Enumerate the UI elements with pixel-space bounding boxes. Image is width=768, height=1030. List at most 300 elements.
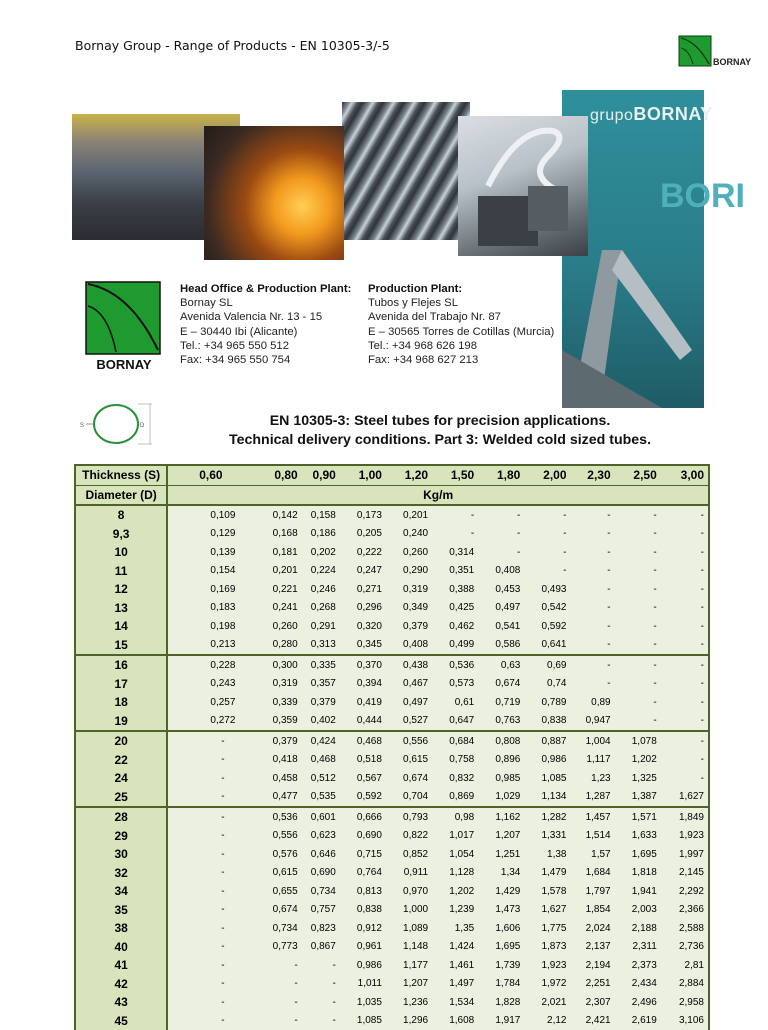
weight-cell: 0,823 [302, 919, 340, 938]
weight-cell: 1,017 [432, 827, 478, 846]
weight-cell: 0,789 [524, 693, 570, 712]
weight-cell: 0,260 [386, 543, 432, 562]
weight-cell: 0,887 [524, 731, 570, 751]
weight-cell: 1,162 [478, 807, 524, 827]
diameter-cell: 9,3 [75, 525, 167, 544]
weight-cell: 0,221 [254, 580, 302, 599]
weight-cell: 1,177 [386, 956, 432, 975]
table-row [75, 751, 709, 770]
weight-cell: 1,296 [386, 1012, 432, 1030]
weight-cell: - [167, 769, 253, 788]
weight-cell: 0,838 [340, 901, 386, 920]
weight-cell: 0,201 [254, 562, 302, 581]
weight-cell: 0,497 [478, 599, 524, 618]
weight-cell: 2,145 [661, 864, 709, 883]
weight-cell: 0,202 [302, 543, 340, 562]
weight-cell: 0,109 [167, 505, 253, 525]
weight-cell: 0,764 [340, 864, 386, 883]
weight-cell: 1,923 [524, 956, 570, 975]
svg-text:BORNAY: BORNAY [96, 357, 151, 372]
production-plant-address: Production Plant: Tubos y Flejes SL Avenida del Trabajo Nr. 87 E – 30565 Torres de Cotillas (Murcia) Tel.: +34 968 626 198 Fax: +34 968 627 213 [368, 282, 554, 367]
weight-cell: 0,567 [340, 769, 386, 788]
weight-cell: 0,280 [254, 636, 302, 656]
weight-cell: - [615, 543, 661, 562]
weight-cell: 3,106 [661, 1012, 709, 1030]
weight-cell: 0,869 [432, 788, 478, 808]
weight-cell: 1,251 [478, 845, 524, 864]
weight-cell: 0,154 [167, 562, 253, 581]
diameter-cell: 14 [75, 617, 167, 636]
weight-cell: 0,666 [340, 807, 386, 827]
weight-cell: 1,287 [571, 788, 615, 808]
weight-cell: 0,556 [386, 731, 432, 751]
weight-cell: 1,424 [432, 938, 478, 957]
weight-cell: 0,183 [167, 599, 253, 618]
diameter-cell: 35 [75, 901, 167, 920]
weight-cell: - [167, 731, 253, 751]
table-row [75, 655, 709, 675]
tube-cross-section-icon [78, 400, 158, 448]
weight-cell: 0,319 [254, 675, 302, 694]
diameter-cell: 40 [75, 938, 167, 957]
diameter-cell: 42 [75, 975, 167, 994]
weight-cell: - [661, 562, 709, 581]
weight-cell: - [167, 1012, 253, 1030]
weight-cell: 0,271 [340, 580, 386, 599]
weight-cell: 0,272 [167, 712, 253, 732]
weight-cell: 0,734 [254, 919, 302, 938]
weight-cell: - [661, 675, 709, 694]
weight-cell: 1,202 [432, 882, 478, 901]
weight-cell: 0,758 [432, 751, 478, 770]
diameter-cell: 24 [75, 769, 167, 788]
weight-cell: - [302, 975, 340, 994]
weight-cell: 0,181 [254, 543, 302, 562]
weight-cell: 1,627 [524, 901, 570, 920]
weight-cell: 0,808 [478, 731, 524, 751]
weight-cell: - [167, 827, 253, 846]
diameter-cell: 30 [75, 845, 167, 864]
weight-cell: 1,571 [615, 807, 661, 827]
table-row [75, 693, 709, 712]
weight-cell: 0,339 [254, 693, 302, 712]
weight-cell: 1,775 [524, 919, 570, 938]
weight-cell: 2,024 [571, 919, 615, 938]
weight-cell: - [661, 693, 709, 712]
weight-cell: 0,335 [302, 655, 340, 675]
table-row [75, 788, 709, 808]
weight-cell: - [571, 599, 615, 618]
weight-cell: 0,89 [571, 693, 615, 712]
weight-cell: 0,867 [302, 938, 340, 957]
table-row [75, 636, 709, 656]
grupo-bornay-label: grupoBORNAY [590, 104, 713, 125]
diameter-cell: 28 [75, 807, 167, 827]
weight-cell: 0,493 [524, 580, 570, 599]
weight-cell: 0,408 [478, 562, 524, 581]
weight-cell: 0,268 [302, 599, 340, 618]
weight-cell: 0,592 [340, 788, 386, 808]
weight-cell: 0,793 [386, 807, 432, 827]
weight-cell: - [661, 599, 709, 618]
table-row [75, 1012, 709, 1030]
weight-cell: - [167, 882, 253, 901]
weight-table [74, 464, 710, 1030]
weight-cell: 1,207 [478, 827, 524, 846]
weight-cell: 0,388 [432, 580, 478, 599]
weight-cell: - [615, 617, 661, 636]
weight-cell: 1,849 [661, 807, 709, 827]
weight-cell: 0,468 [340, 731, 386, 751]
weight-cell: 0,351 [432, 562, 478, 581]
weight-cell: 1,134 [524, 788, 570, 808]
weight-cell: 1,479 [524, 864, 570, 883]
weight-cell: 0,213 [167, 636, 253, 656]
diameter-cell: 22 [75, 751, 167, 770]
weight-cell: - [615, 562, 661, 581]
weight-cell: - [167, 807, 253, 827]
weight-cell: 0,541 [478, 617, 524, 636]
weight-cell: 1,818 [615, 864, 661, 883]
diameter-cell: 25 [75, 788, 167, 808]
weight-cell: - [571, 636, 615, 656]
weight-cell: 0,773 [254, 938, 302, 957]
diameter-cell: 43 [75, 993, 167, 1012]
weight-cell: 0,497 [386, 693, 432, 712]
weight-cell: 0,453 [478, 580, 524, 599]
weight-cell: 1,797 [571, 882, 615, 901]
diameter-cell: 12 [75, 580, 167, 599]
weight-cell: 0,838 [524, 712, 570, 732]
weight-cell: 2,496 [615, 993, 661, 1012]
weight-cell: 0,719 [478, 693, 524, 712]
weight-cell: 1,57 [571, 845, 615, 864]
weight-cell: 1,085 [524, 769, 570, 788]
weight-cell: 0,142 [254, 505, 302, 525]
weight-cell: 0,674 [478, 675, 524, 694]
weight-cell: 2,137 [571, 938, 615, 957]
weight-cell: 0,224 [302, 562, 340, 581]
weight-cell: 2,421 [571, 1012, 615, 1030]
table-row [75, 993, 709, 1012]
weight-cell: 1,325 [615, 769, 661, 788]
weight-cell: 0,240 [386, 525, 432, 544]
diameter-cell: 41 [75, 956, 167, 975]
weight-cell: 0,291 [302, 617, 340, 636]
table-row [75, 525, 709, 544]
weight-cell: 1,997 [661, 845, 709, 864]
weight-cell: 1,473 [478, 901, 524, 920]
weight-cell: - [661, 655, 709, 675]
weight-cell: 0,186 [302, 525, 340, 544]
weight-cell: 0,674 [254, 901, 302, 920]
weight-cell: 1,917 [478, 1012, 524, 1030]
weight-cell: 2,188 [615, 919, 661, 938]
weight-cell: - [167, 975, 253, 994]
weight-cell: - [661, 751, 709, 770]
weight-cell: 0,158 [302, 505, 340, 525]
weight-cell: - [661, 636, 709, 656]
weight-cell: - [167, 788, 253, 808]
weight-cell: 1,695 [615, 845, 661, 864]
diameter-cell: 10 [75, 543, 167, 562]
diameter-cell: 17 [75, 675, 167, 694]
weight-cell: 0,576 [254, 845, 302, 864]
weight-cell: - [432, 505, 478, 525]
weight-cell: 0,757 [302, 901, 340, 920]
weight-cell: 0,198 [167, 617, 253, 636]
weight-cell: 1,534 [432, 993, 478, 1012]
weight-cell: 0,536 [254, 807, 302, 827]
weight-cell: 0,241 [254, 599, 302, 618]
unit-header: Kg/m [167, 485, 709, 505]
weight-cell: - [571, 525, 615, 544]
weight-cell: - [571, 505, 615, 525]
diameter-cell: 18 [75, 693, 167, 712]
weight-cell: - [524, 562, 570, 581]
weight-cell: 2,736 [661, 938, 709, 957]
weight-cell: 1,089 [386, 919, 432, 938]
weight-cell: 0,690 [302, 864, 340, 883]
weight-cell: 0,300 [254, 655, 302, 675]
weight-cell: 1,695 [478, 938, 524, 957]
weight-cell: 2,619 [615, 1012, 661, 1030]
weight-cell: 1,854 [571, 901, 615, 920]
weight-cell: 1,461 [432, 956, 478, 975]
weight-cell: 1,457 [571, 807, 615, 827]
weight-cell: 0,313 [302, 636, 340, 656]
table-row [75, 769, 709, 788]
weight-cell: 0,647 [432, 712, 478, 732]
weight-cell: 0,535 [302, 788, 340, 808]
thickness-col-header: 1,20 [386, 465, 432, 485]
table-row [75, 901, 709, 920]
weight-cell: 0,646 [302, 845, 340, 864]
thickness-col-header: 2,00 [524, 465, 570, 485]
weight-cell: 0,247 [340, 562, 386, 581]
weight-cell: 2,251 [571, 975, 615, 994]
table-row [75, 845, 709, 864]
diameter-cell: 45 [75, 1012, 167, 1030]
weight-cell: - [167, 919, 253, 938]
weight-cell: 0,246 [302, 580, 340, 599]
weight-cell: - [254, 993, 302, 1012]
weight-cell: 2,884 [661, 975, 709, 994]
table-row [75, 505, 709, 525]
weight-cell: 1,029 [478, 788, 524, 808]
weight-cell: 0,896 [478, 751, 524, 770]
weight-cell: 0,296 [340, 599, 386, 618]
weight-cell: 2,311 [615, 938, 661, 957]
weight-cell: 0,379 [386, 617, 432, 636]
thickness-col-header: 1,50 [432, 465, 478, 485]
weight-cell: 2,021 [524, 993, 570, 1012]
weight-cell: 0,424 [302, 731, 340, 751]
weight-cell: 0,74 [524, 675, 570, 694]
weight-cell: 0,419 [340, 693, 386, 712]
weight-cell: 0,822 [386, 827, 432, 846]
weight-cell: 0,444 [340, 712, 386, 732]
weight-cell: 0,542 [524, 599, 570, 618]
vertical-brand-text: BORI [660, 180, 700, 212]
weight-cell: - [571, 617, 615, 636]
table-row [75, 580, 709, 599]
weight-cell: 0,947 [571, 712, 615, 732]
page-title: EN 10305-3: Steel tubes for precision applications. Technical delivery conditions. Part 3: Welded cold sized tubes. [160, 412, 720, 450]
weight-cell: 1,035 [340, 993, 386, 1012]
weight-cell: 1,34 [478, 864, 524, 883]
weight-cell: 1,578 [524, 882, 570, 901]
weight-cell: - [167, 864, 253, 883]
weight-cell: 1,684 [571, 864, 615, 883]
weight-cell: 1,239 [432, 901, 478, 920]
weight-cell: - [571, 675, 615, 694]
weight-cell: 0,394 [340, 675, 386, 694]
diameter-cell: 8 [75, 505, 167, 525]
weight-cell: 0,129 [167, 525, 253, 544]
diameter-cell: 16 [75, 655, 167, 675]
weight-cell: 1,011 [340, 975, 386, 994]
weight-cell: - [615, 675, 661, 694]
weight-cell: 0,655 [254, 882, 302, 901]
bornay-logo-large [86, 282, 162, 372]
weight-cell: - [661, 617, 709, 636]
weight-cell: 0,592 [524, 617, 570, 636]
svg-text:BORNAY: BORNAY [713, 57, 751, 67]
weight-cell: 2,373 [615, 956, 661, 975]
weight-cell: 2,003 [615, 901, 661, 920]
thickness-header: Thickness (S) [75, 465, 167, 485]
weight-cell: 0,205 [340, 525, 386, 544]
weight-cell: 2,307 [571, 993, 615, 1012]
weight-cell: 0,98 [432, 807, 478, 827]
diameter-header: Diameter (D) [75, 485, 167, 505]
diameter-cell: 29 [75, 827, 167, 846]
weight-cell: 0,985 [478, 769, 524, 788]
document-header: Bornay Group - Range of Products - EN 10305-3/-5 [75, 38, 390, 53]
weight-cell: 0,61 [432, 693, 478, 712]
weight-cell: 0,527 [386, 712, 432, 732]
weight-cell: 0,986 [340, 956, 386, 975]
weight-cell: 2,12 [524, 1012, 570, 1030]
weight-cell: 1,128 [432, 864, 478, 883]
weight-cell: 0,257 [167, 693, 253, 712]
weight-cell: - [661, 712, 709, 732]
table-row [75, 938, 709, 957]
weight-cell: 0,173 [340, 505, 386, 525]
weight-cell: - [524, 505, 570, 525]
weight-cell: 1,497 [432, 975, 478, 994]
weight-cell: 1,236 [386, 993, 432, 1012]
weight-cell: 2,588 [661, 919, 709, 938]
weight-cell: 1,117 [571, 751, 615, 770]
weight-cell: - [167, 901, 253, 920]
weight-cell: - [615, 505, 661, 525]
weight-cell: 1,514 [571, 827, 615, 846]
weight-cell: 2,434 [615, 975, 661, 994]
weight-cell: 0,813 [340, 882, 386, 901]
weight-cell: 0,408 [386, 636, 432, 656]
thickness-col-header: 0,60 [167, 465, 253, 485]
weight-cell: - [615, 525, 661, 544]
weight-cell: 1,23 [571, 769, 615, 788]
weight-cell: - [302, 956, 340, 975]
weight-cell: 0,357 [302, 675, 340, 694]
weight-cell: 1,873 [524, 938, 570, 957]
weight-cell: 0,763 [478, 712, 524, 732]
weight-cell: 0,704 [386, 788, 432, 808]
weight-cell: 0,314 [432, 543, 478, 562]
weight-cell: 0,260 [254, 617, 302, 636]
weight-cell: 2,292 [661, 882, 709, 901]
table-row [75, 882, 709, 901]
bornay-logo [679, 36, 751, 70]
table-row [75, 975, 709, 994]
weight-cell: - [167, 845, 253, 864]
diameter-cell: 34 [75, 882, 167, 901]
weight-cell: - [615, 580, 661, 599]
weight-cell: 1,739 [478, 956, 524, 975]
weight-cell: 1,923 [661, 827, 709, 846]
weight-cell: 0,536 [432, 655, 478, 675]
table-row [75, 827, 709, 846]
weight-cell: 0,63 [478, 655, 524, 675]
table-row [75, 956, 709, 975]
table-body [75, 505, 709, 1030]
weight-cell: 0,139 [167, 543, 253, 562]
weight-cell: - [524, 543, 570, 562]
weight-cell: - [254, 975, 302, 994]
weight-cell: 0,462 [432, 617, 478, 636]
weight-cell: 0,623 [302, 827, 340, 846]
weight-cell: - [615, 693, 661, 712]
weight-cell: 0,320 [340, 617, 386, 636]
weight-cell: 0,641 [524, 636, 570, 656]
weight-cell: 0,715 [340, 845, 386, 864]
weight-cell: 1,608 [432, 1012, 478, 1030]
weight-cell: - [571, 543, 615, 562]
weight-cell: - [661, 525, 709, 544]
weight-cell: 1,35 [432, 919, 478, 938]
weight-cell: 0,243 [167, 675, 253, 694]
thickness-col-header: 0,80 [254, 465, 302, 485]
weight-cell: 0,425 [432, 599, 478, 618]
weight-cell: 0,402 [302, 712, 340, 732]
weight-cell: 0,379 [254, 731, 302, 751]
contact-info [72, 270, 562, 390]
weight-cell: 0,601 [302, 807, 340, 827]
table-row [75, 675, 709, 694]
weight-cell: 0,477 [254, 788, 302, 808]
weight-cell: - [302, 993, 340, 1012]
thickness-col-header: 1,80 [478, 465, 524, 485]
weight-cell: 1,004 [571, 731, 615, 751]
weight-cell: 0,468 [302, 751, 340, 770]
weight-cell: 1,282 [524, 807, 570, 827]
weight-cell: - [661, 731, 709, 751]
weight-cell: - [661, 543, 709, 562]
table-row [75, 731, 709, 751]
weight-cell: 1,38 [524, 845, 570, 864]
weight-cell: 0,228 [167, 655, 253, 675]
weight-cell: - [167, 993, 253, 1012]
weight-cell: - [478, 525, 524, 544]
weight-cell: 1,972 [524, 975, 570, 994]
weight-cell: - [615, 636, 661, 656]
table-row [75, 599, 709, 618]
thickness-col-header: 3,00 [661, 465, 709, 485]
weight-cell: - [615, 712, 661, 732]
